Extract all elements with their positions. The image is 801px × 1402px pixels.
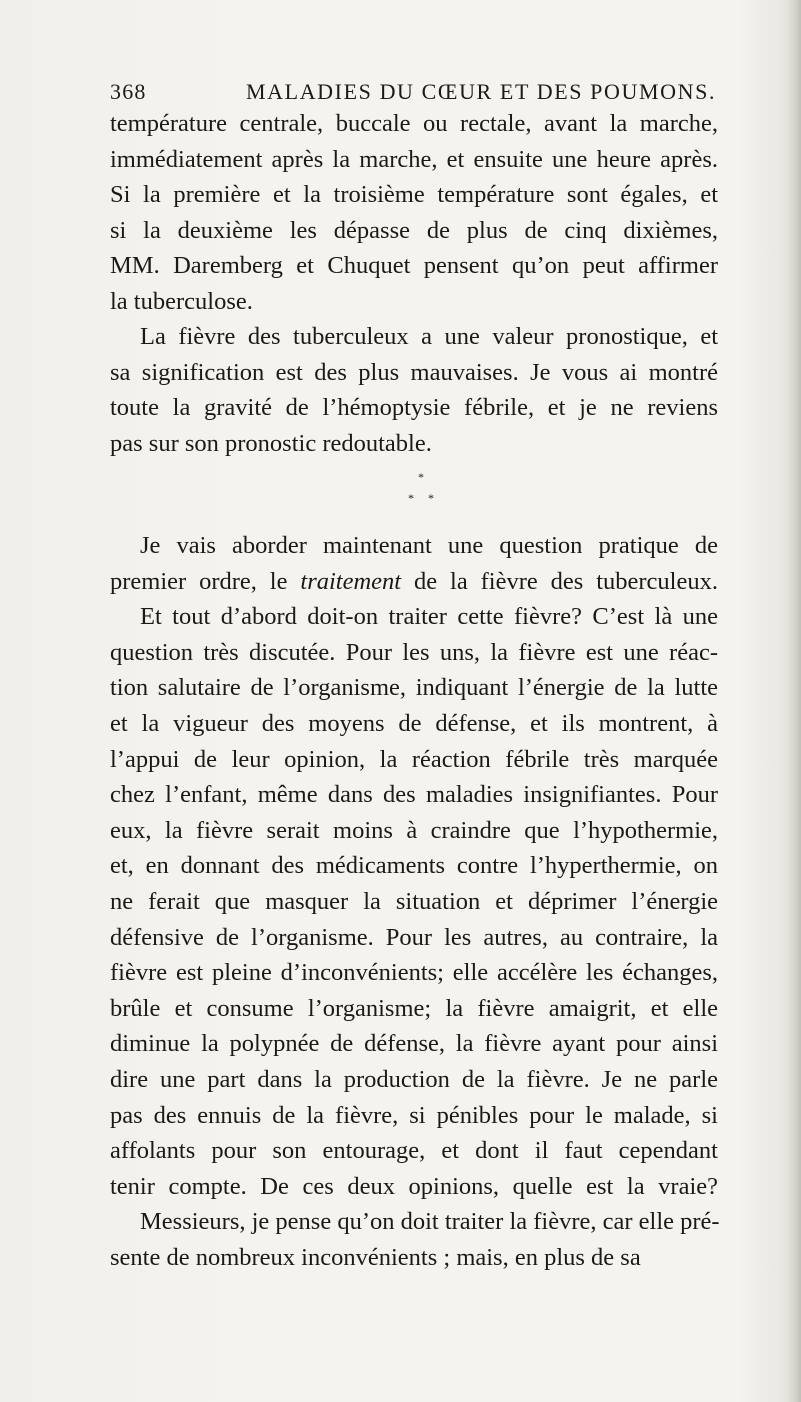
text-line: l’appui de leur opinion, la réaction fébrile très marquée (110, 745, 718, 773)
star-icon: * (408, 491, 414, 505)
text-line: eux, la fièvre serait moins à craindre que l’hypothermie, (110, 816, 718, 844)
text-fragment: de la fièvre des tuberculeux. (401, 567, 718, 595)
text-line: immédiatement après la marche, et ensuite une heure après. (110, 145, 718, 173)
text-line: La fièvre des tuberculeux a une valeur pronostique, et (140, 323, 718, 350)
italic-term: traitement (300, 567, 402, 595)
text-line: sente de nombreux inconvénients ; mais, en plus de sa (110, 1243, 641, 1271)
text-line: affolants pour son entourage, et dont il faut cependant (110, 1137, 718, 1165)
running-title: MALADIES DU CŒUR ET DES POUMONS. (246, 79, 717, 104)
text-line: température centrale, buccale ou rectale, avant la marche, (110, 110, 718, 137)
text-line: défensive de l’organisme. Pour les autres, au contraire, la (110, 923, 718, 951)
star-icon: * (428, 491, 434, 505)
text-line: dire une part dans la production de la fièvre. Je ne parle (110, 1065, 718, 1093)
text-line: tenir compte. De ces deux opinions, quelle est la vraie? (110, 1172, 718, 1200)
text-line (110, 564, 718, 600)
text-fragment: premier ordre, le (110, 567, 301, 595)
text-line: ne ferait que masquer la situation et déprimer l’énergie (110, 887, 718, 915)
section-separator (0, 465, 801, 513)
text-line: chez l’enfant, même dans des maladies insignifiantes. Pour (110, 781, 718, 809)
paragraph-block-1 (110, 106, 718, 461)
text-line: question très discutée. Pour les uns, la fièvre est une réac- (110, 638, 718, 666)
text-line: pas des ennuis de la fièvre, si pénibles pour le malade, si (110, 1101, 718, 1129)
text-line: MM. Daremberg et Chuquet pensent qu’on peut affirmer (110, 252, 718, 279)
paragraph-block-2 (110, 528, 718, 1275)
text-line: toute la gravité de l’hémoptysie fébrile, et je ne reviens (110, 394, 718, 421)
text-line: tion salutaire de l’organisme, indiquant l’énergie de la lutte (110, 674, 718, 702)
page-number: 368 (110, 79, 147, 104)
text-line: Je vais aborder maintenant une question pratique de (140, 532, 718, 559)
text-line: et la vigueur des moyens de défense, et ils montrent, à (110, 709, 718, 737)
text-line: et, en donnant des médicaments contre l’hyperthermie, on (110, 852, 718, 880)
text-line: Messieurs, je pense qu’on doit traiter la fièvre, car elle pré- (140, 1208, 720, 1236)
text-line: Et tout d’abord doit-on traiter cette fièvre? C’est là une (140, 603, 718, 631)
text-line: Si la première et la troisième température sont égales, et (110, 181, 718, 208)
star-icon: * (418, 470, 424, 484)
text-line: sa signification est des plus mauvaises. Je vous ai montré (110, 358, 718, 386)
page-edge-shadow (787, 0, 801, 1402)
text-line: fièvre est pleine d’inconvénients; elle accélère les échanges, (110, 959, 718, 987)
text-line: pas sur son pronostic redoutable. (110, 429, 432, 457)
text-line: si la deuxième les dépasse de plus de cinq dixièmes, (110, 216, 718, 244)
text-line: diminue la polypnée de défense, la fièvre ayant pour ainsi (110, 1030, 718, 1058)
text-line: brûle et consume l’organisme; la fièvre amaigrit, et elle (110, 994, 718, 1022)
text-line: la tuberculose. (110, 287, 253, 315)
running-header (110, 79, 720, 107)
